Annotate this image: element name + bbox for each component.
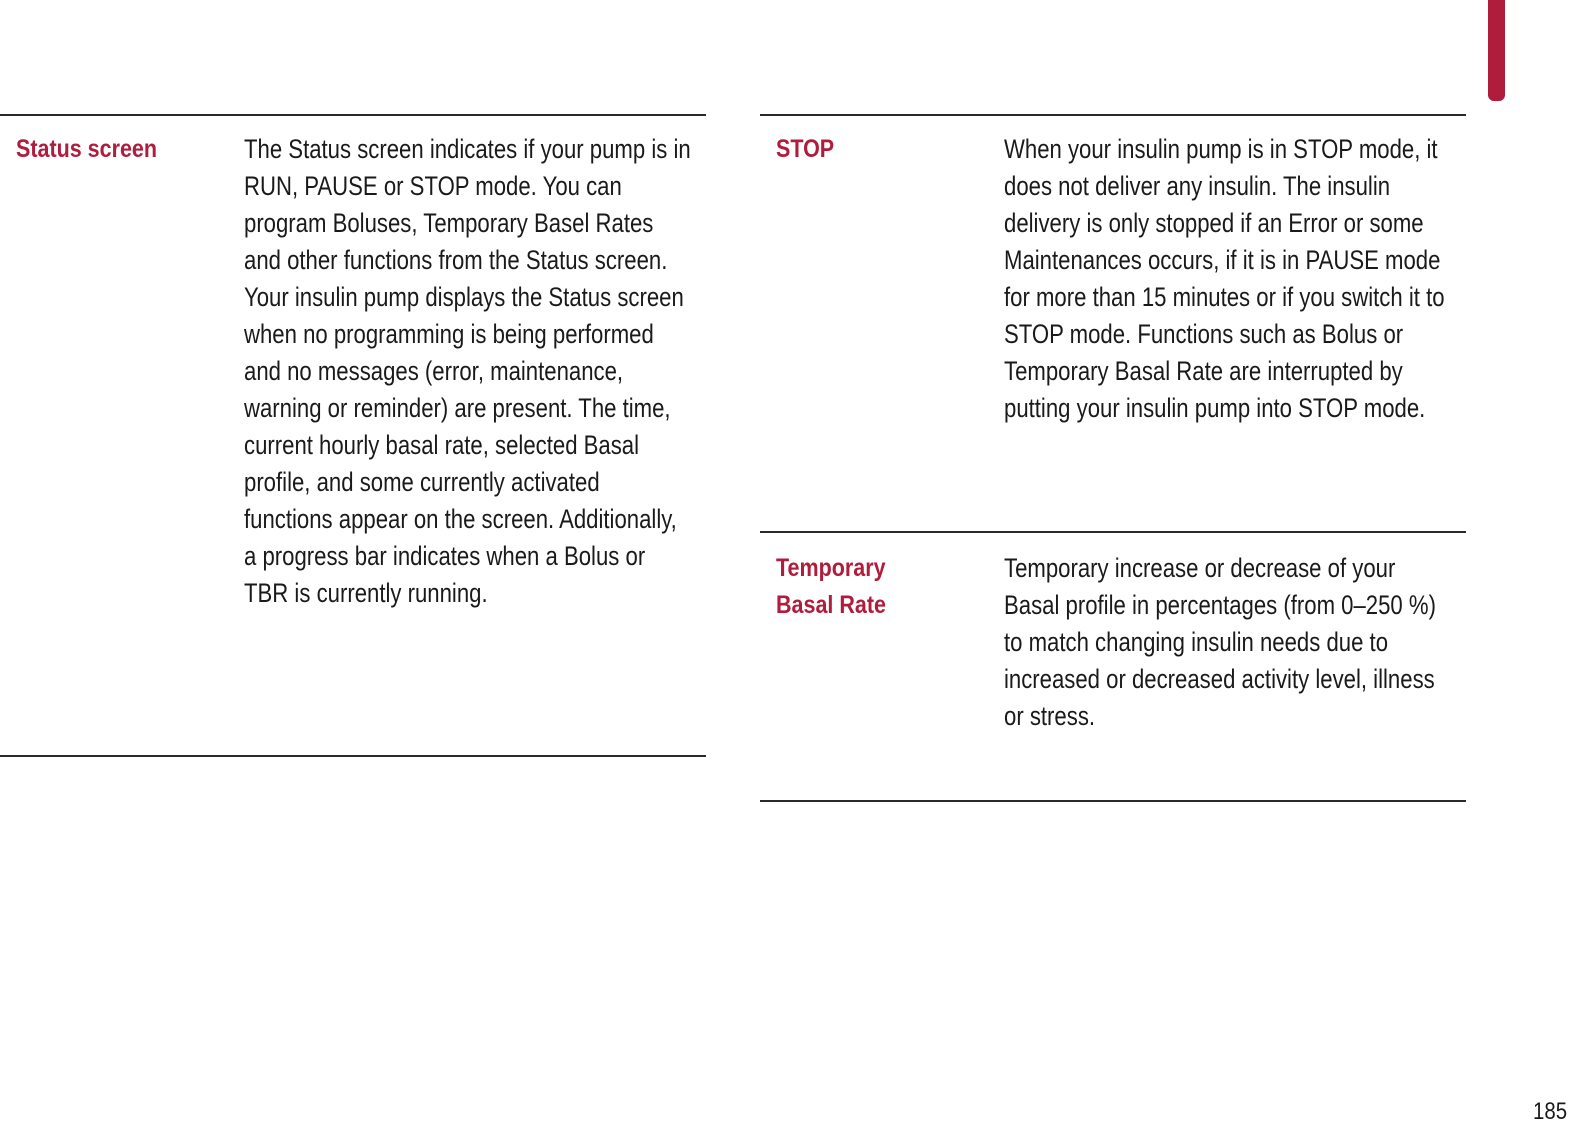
divider-left-top (0, 114, 706, 116)
term-temporary-basal-rate: Temporary Basal Rate (776, 554, 886, 619)
term-status-screen: Status screen (16, 135, 158, 163)
term-stop: STOP (776, 135, 835, 163)
divider-left-bottom (0, 755, 706, 757)
divider-right-bottom (760, 800, 1466, 802)
chapter-tab-marker (1488, 0, 1505, 101)
definition-temporary-basal-rate: Temporary increase or decrease of your Basal profile in percentages (from 0–250 %) to match changing insulin needs due to increased or decreased activity level, illness or stress. (1004, 553, 1436, 731)
divider-right-middle (760, 531, 1466, 533)
divider-right-top (760, 114, 1466, 116)
definition-stop: When your insulin pump is in STOP mode, it does not deliver any insulin. The insulin delivery is only stopped if an Error or some Maintenances occurs, if it is in PAUSE mode for more than 15 minutes or if you switch it to STOP mode. Functions such as Bolus or Temporary Basal Rate are interrupted by putting your insulin pump into STOP mode. (1004, 134, 1445, 423)
definition-status-screen: The Status screen indicates if your pump is in RUN, PAUSE or STOP mode. You can program Boluses, Temporary Basel Rates and other functions from the Status screen. Your insulin pump displays the Status screen when no programming is being performed and no messages (error, maintenance, warning or reminder) are present. The time, current hourly basal rate, selected Basal profile, and some currently activated functions appear on the screen. Additionally, a progress bar indicates when a Bolus or TBR is currently running. (244, 134, 691, 608)
page-number: 185 (1532, 1098, 1567, 1125)
